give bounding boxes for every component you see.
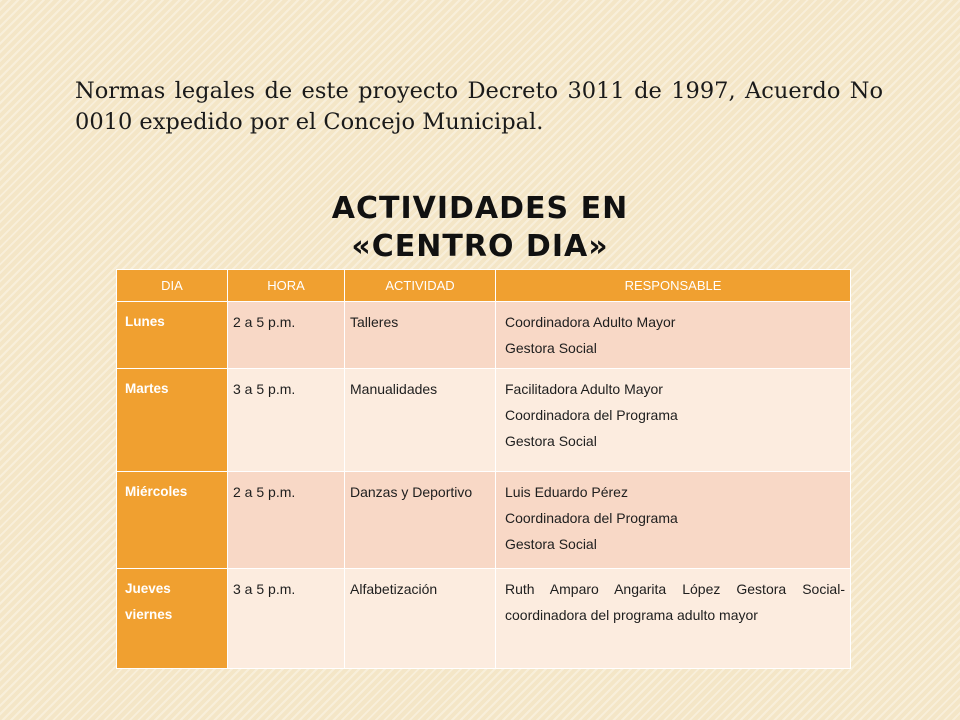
responsible-line: Facilitadora Adulto Mayor (505, 381, 663, 397)
cell-actividad (345, 472, 496, 569)
cell-hora: 2 a 5 p.m. (228, 302, 345, 369)
activity-name: Danzas y Deportivo (350, 484, 473, 500)
cell-dia (117, 472, 228, 569)
cell-actividad (345, 302, 496, 369)
cell-dia (117, 302, 228, 369)
slide-title-line-2: «CENTRO DIA» (351, 229, 609, 264)
header-dia: DIA (117, 270, 228, 302)
cell-responsable (496, 369, 851, 472)
table-row (117, 369, 851, 472)
responsible-line: Luis Eduardo Pérez (505, 484, 628, 500)
day-name: Martes (125, 381, 169, 396)
cell-responsable (496, 472, 851, 569)
cell-dia (117, 569, 228, 669)
activity-name: Manualidades (350, 381, 438, 397)
responsible-line: Ruth Amparo Angarita López Gestora Social- coordinadora del programa adulto mayor (505, 581, 845, 623)
activity-name: Talleres (350, 314, 399, 330)
table-header-row (117, 270, 851, 302)
header-hora: HORA (228, 270, 345, 302)
responsible-line: Coordinadora Adulto Mayor (505, 314, 676, 330)
activity-name: Alfabetización (350, 581, 438, 597)
cell-dia (117, 369, 228, 472)
activities-table (116, 269, 851, 669)
day-name: viernes (125, 607, 173, 622)
cell-actividad (345, 369, 496, 472)
responsible-line: Gestora Social (505, 433, 597, 449)
header-responsable: RESPONSABLE (496, 270, 851, 302)
header-actividad: ACTIVIDAD (345, 270, 496, 302)
cell-hora: 2 a 5 p.m. (228, 472, 345, 569)
day-name: Miércoles (125, 484, 188, 499)
slide-title-line-1: ACTIVIDADES EN (331, 191, 629, 226)
table-row (117, 569, 851, 669)
day-name: Lunes (125, 314, 165, 329)
day-name: Jueves (125, 581, 171, 596)
responsible-line: Coordinadora del Programa (505, 510, 678, 526)
table-row (117, 302, 851, 369)
cell-responsable (496, 569, 851, 669)
responsible-line: Gestora Social (505, 536, 597, 552)
table-row (117, 472, 851, 569)
cell-hora: 3 a 5 p.m. (228, 369, 345, 472)
responsible-line: Gestora Social (505, 340, 597, 356)
cell-hora: 3 a 5 p.m. (228, 569, 345, 669)
responsible-line: Coordinadora del Programa (505, 407, 678, 423)
cell-responsable (496, 302, 851, 369)
cell-actividad (345, 569, 496, 669)
legal-norms-text: Normas legales de este proyecto Decreto 3011 de 1997, Acuerdo No 0010 expedido por el Concejo Municipal. (75, 78, 883, 135)
